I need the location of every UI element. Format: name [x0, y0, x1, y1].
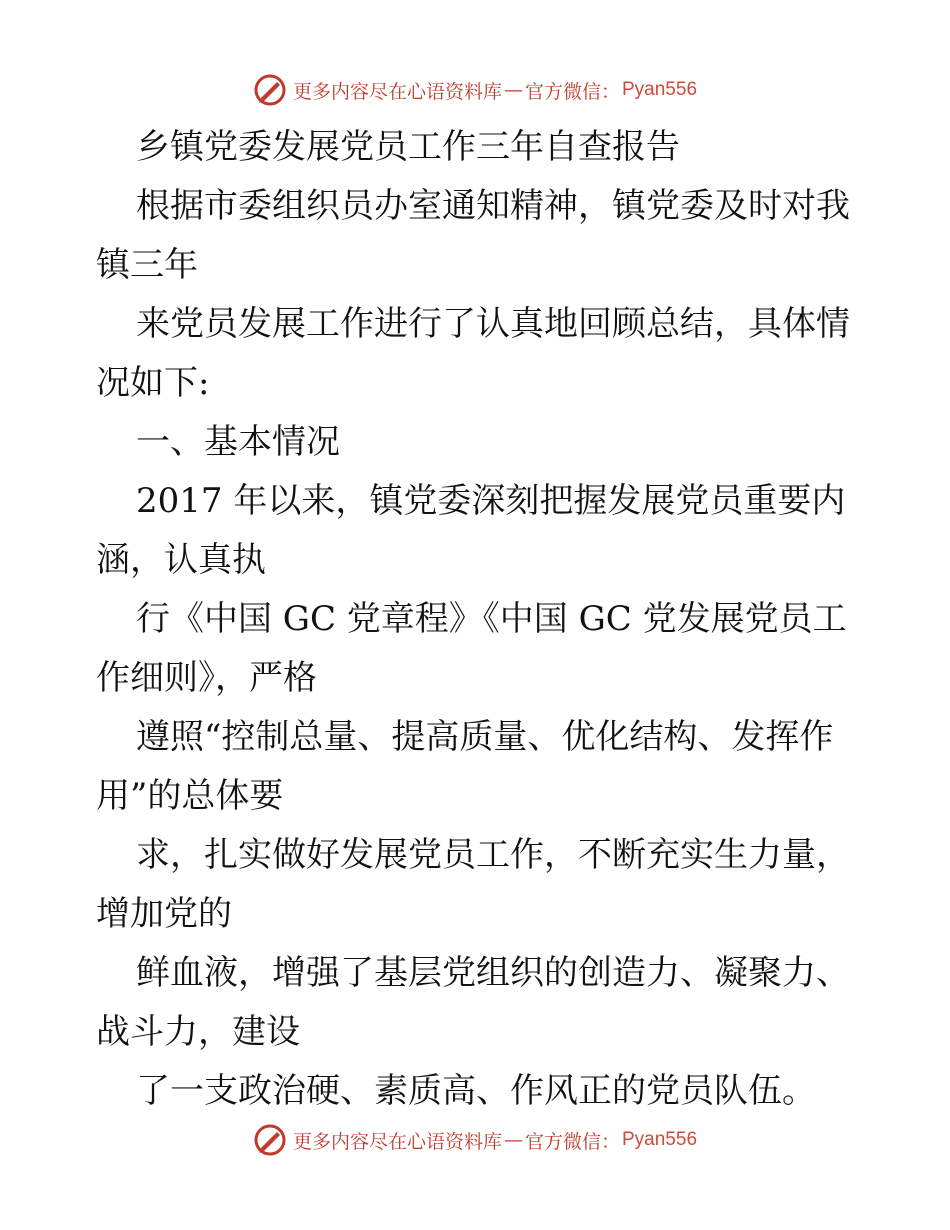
watermark-wechat-id: Pyan556 — [622, 79, 698, 100]
text-line: 鲜血液，增强了基层党组织的创造力、凝聚力、 — [136, 953, 850, 993]
watermark-banner-bottom — [0, 1120, 950, 1160]
document-title: 乡镇党委发展党员工作三年自查报告 — [136, 127, 680, 167]
section-heading: 一、基本情况 — [136, 422, 340, 462]
text-line: 镇三年 — [96, 245, 198, 285]
watermark-main-text: 更多内容尽在心语资料库 — [292, 1130, 502, 1153]
text-line: 行《中国 GC 党章程》《中国 GC 党发展党员工 — [136, 599, 847, 639]
watermark-banner-top — [0, 70, 950, 110]
watermark-main-text: 更多内容尽在心语资料库 — [292, 80, 502, 103]
text-line: 2017 年以来，镇党委深刻把握发展党员重要内 — [136, 481, 846, 521]
text-line: 作细则》，严格 — [96, 658, 317, 698]
watermark-wechat-label: 官方微信： — [524, 1130, 620, 1153]
text-line: 增加党的 — [96, 894, 232, 934]
pen-circle-logo-icon — [253, 1123, 287, 1157]
document-body — [96, 118, 856, 1121]
watermark-wechat-id: Pyan556 — [622, 1129, 698, 1150]
text-line: 了一支政治硬、素质高、作风正的党员队伍。 — [136, 1071, 816, 1111]
text-line: 求，扎实做好发展党员工作，不断充实生力量， — [136, 835, 850, 875]
watermark-separator: — — [503, 79, 523, 101]
watermark-separator: — — [503, 1129, 523, 1151]
text-line: 战斗力，建设 — [96, 1012, 300, 1052]
text-line: 况如下: — [96, 363, 210, 403]
text-line: 用”的总体要 — [96, 776, 284, 816]
text-line: 根据市委组织员办室通知精神，镇党委及时对我 — [136, 186, 850, 226]
watermark-wechat-label: 官方微信： — [524, 80, 620, 103]
pen-circle-logo-icon — [253, 73, 287, 107]
text-line: 来党员发展工作进行了认真地回顾总结，具体情 — [136, 304, 850, 344]
text-line: 涵，认真执 — [96, 540, 266, 580]
text-line: 遵照“控制总量、提高质量、优化结构、发挥作 — [136, 717, 834, 757]
